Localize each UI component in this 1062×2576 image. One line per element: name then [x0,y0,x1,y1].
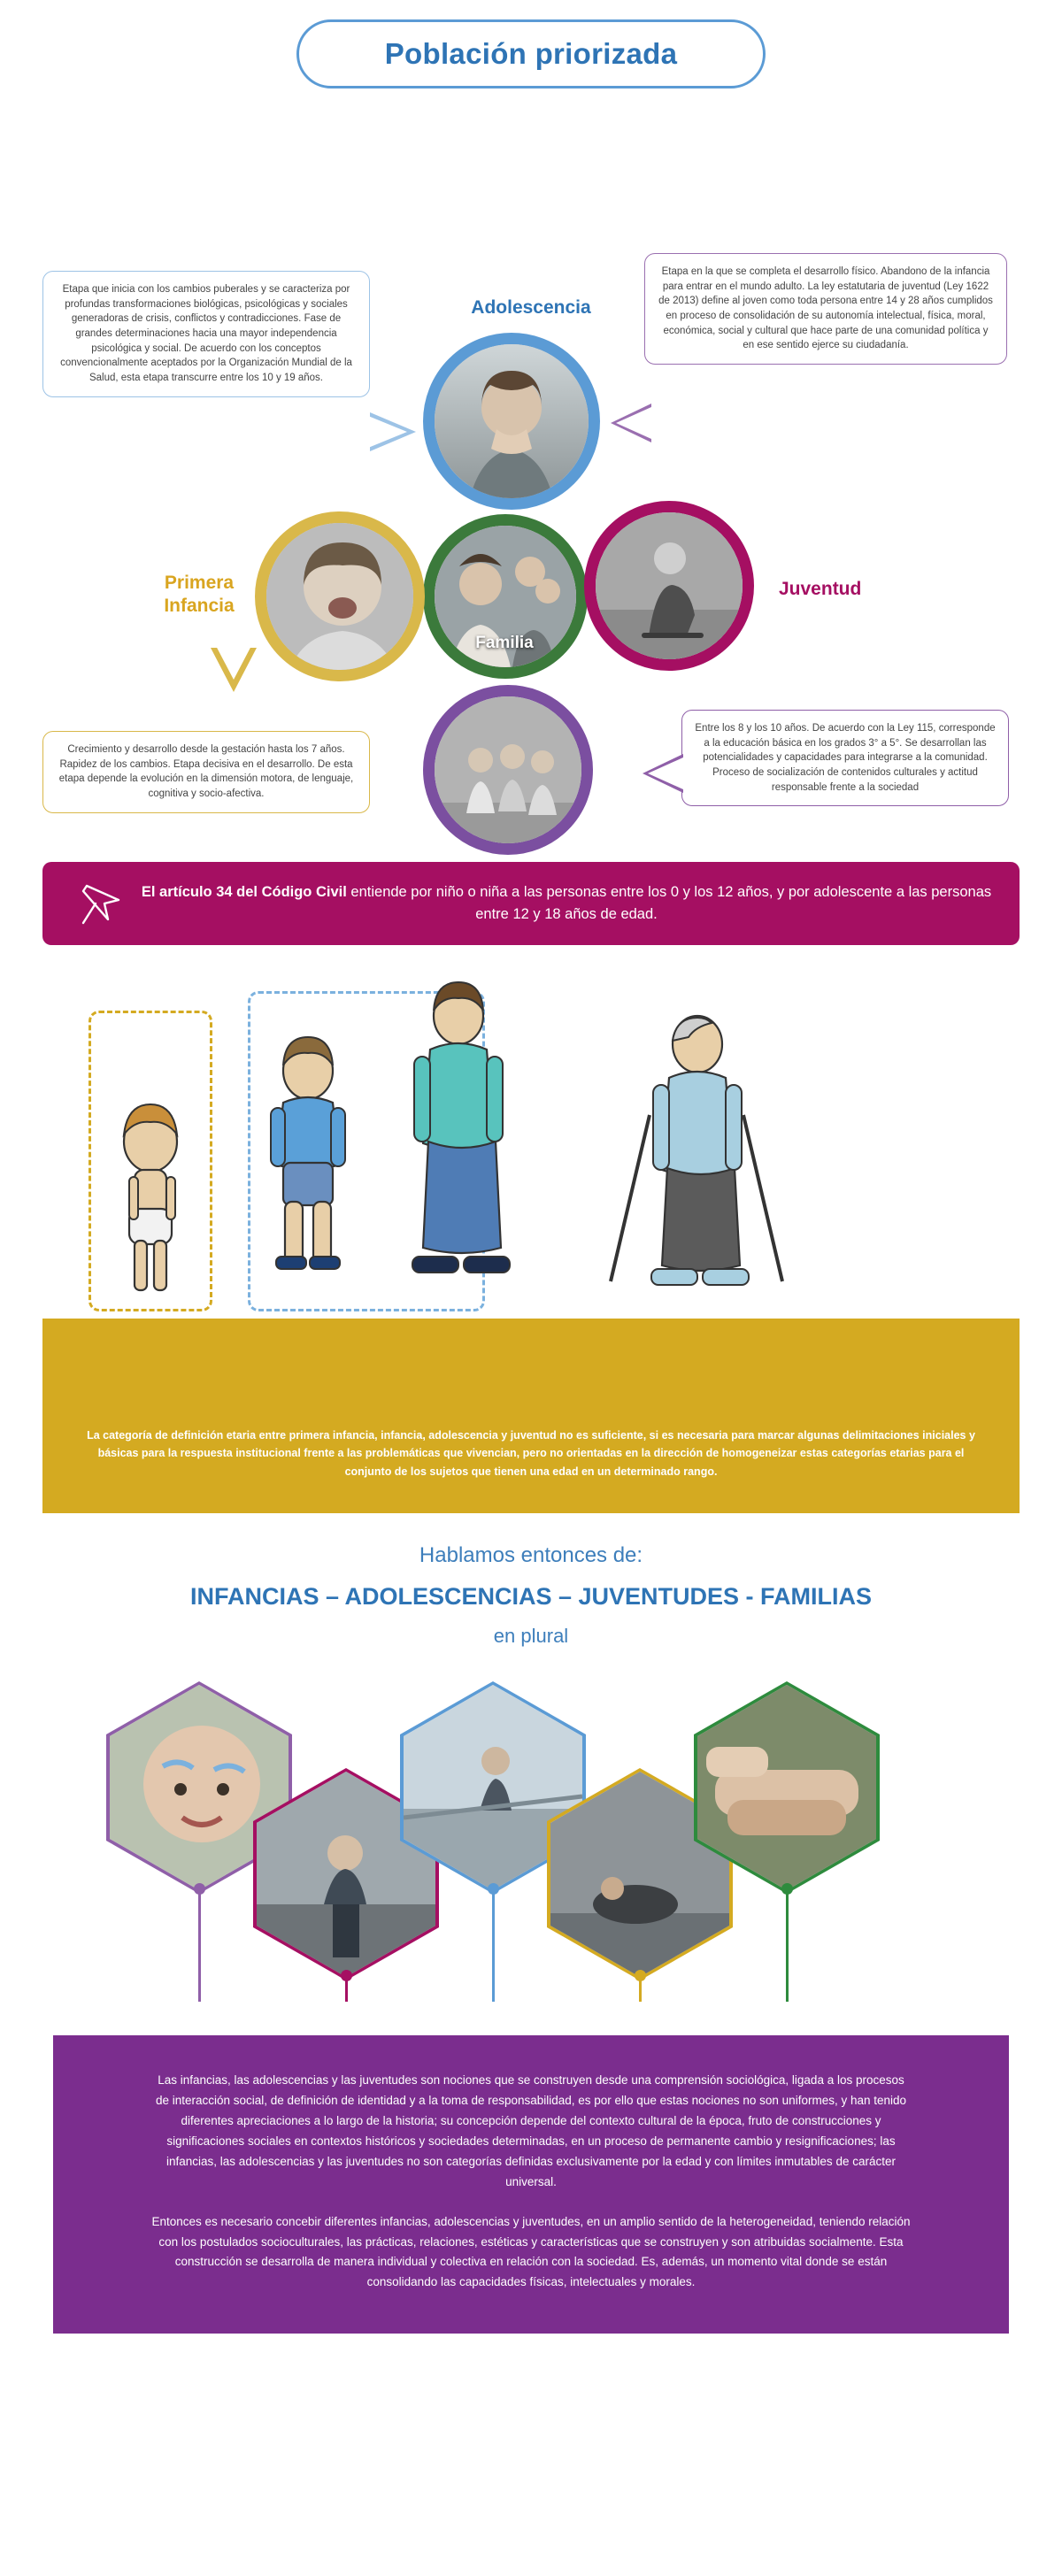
callout-adolescencia-pointer-inner [368,416,407,448]
photo-adolescencia [435,344,589,498]
photo-young-man-skate [596,512,743,659]
infographic-page [0,19,1062,2334]
dot-5 [781,1883,793,1895]
figure-teen [412,982,510,1273]
closing-paragraph-2: Entonces es necesario concebir diferentes infancias, adolescencias y juventudes, en un amplio sentido de la heterogeneidad, teniendo relación con los postulados socioculturales, las prácticas, relaciones, estéticas y características que se construyen y son atribuidas socialmente. Esta construcción se desarrolla de manera individual y colectiva en relación con la sociedad. Es, además, un momento vital donde se están consolidando las capacidades físicas, intelectuales y morales. [151,2214,911,2289]
figure-elder [611,1016,782,1285]
article-34-banner [42,862,1020,945]
callout-infancia: Entre los 8 y los 10 años. De acuerdo con la Ley 115, corresponde a la educación básica en los grados 3° a 5°. Se desarrollan las potencialidades y capacidades para integrarse a la comunidad. Proceso de socialización de contenidos culturales y actitud responsable frente a la sociedad [681,710,1009,806]
closing-text-block [53,2035,1009,2334]
stem-3 [492,1887,495,2002]
photo-juventud [596,512,743,659]
banner-rest-text: entiende por niño o niña a las personas entre los 0 y los 12 años, y por adolescente a las personas entre 12 y 18 años de edad. [346,884,992,922]
dot-4 [635,1970,646,1981]
banner-strong-text: El artículo 34 del Código Civil [141,884,347,900]
photo-infancia [435,696,581,843]
dot-1 [194,1883,205,1895]
photo-adolescente-girl [435,344,589,498]
hex-photo-row [0,1664,1062,2035]
label-primera-infancia [133,572,266,619]
page-title-text: Población priorizada [384,37,678,70]
callout-primera-infancia-arrow-inner [214,642,253,680]
callout-juventud: Etapa en la que se completa el desarrollo físico. Abandono de la infancia para entrar en el mundo adulto. La ley estatutaria de juventud (Ley 1622 de 2013) define al joven como toda persona entre 14 y 28 años cumplidos en proceso de consolidación de su autonomía intelectual, física, moral, económica, social y cultural que hace parte de una comunidad política y en ese sentido ejerce su ciudadanía. [644,253,1007,365]
figure-toddler [124,1104,177,1290]
plural-statement [0,1543,1062,1648]
closing-paragraph-1: Las infancias, las adolescencias y las juventudes son nociones que se construyen desde una comprensión sociológica, ligada a los procesos de interacción social, de definición de identidad y a la toma de responsabilidad, es por ello que estas nociones no son uniformes, y han tenido diferentes apreciaciones a lo largo de la historia; su concepción depende del contexto cultural de la época, fruto de construcciones y significaciones sociales en contextos históricos y sociedades determinadas, en un proceso de permanente cambio y resignificaciones; las infancias, las adolescencias y las juventudes no son categorías definidas exclusivamente por la edad y con límites inmutables de carácter universal. [155,2072,907,2188]
photo-children-group [435,696,581,843]
pin-icon [78,880,124,927]
label-familia: Familia [475,634,534,652]
stem-5 [786,1887,789,2002]
dot-2 [341,1970,352,1981]
photo-primera-infancia [266,523,413,670]
page-title [296,19,766,88]
figure-child [271,1037,345,1269]
callout-adolescencia: Etapa que inicia con los cambios puberales y se caracteriza por profundas transformaciones biológicas, psicológicas y sociales generadoras de crisis, conflictos y contradicciones. Fase de grandes determinaciones hacia una mayor independencia psicológica y social. De acuerdo con los conceptos convencionalmente aceptados por la Organización Mundial de la Salud, esta etapa transcurre entre los 10 y 19 años. [42,271,370,397]
label-primera-infancia-l2: Infancia [164,596,235,617]
plural-line-3: en plural [493,1624,569,1647]
callout-primera-infancia: Crecimiento y desarrollo desde la gestación hasta los 7 años. Rapidez de los cambios. Etapa decisiva en el desarrollo. De esta etapa depende la evolución en la dimensión motora, de lenguaje, cognitiva y socio-afectiva. [42,731,370,813]
callout-infancia-pointer-inner [648,757,683,789]
plural-line-1: Hablamos entonces de: [419,1542,643,1567]
ages-illustration [42,965,1020,1513]
label-adolescencia: Adolescencia [471,297,591,318]
plural-line-2: INFANCIAS – ADOLESCENCIAS – JUVENTUDES - FAMILIAS [189,1582,873,1610]
callout-juventud-pointer-inner [616,407,651,439]
label-primera-infancia-l1: Primera [164,573,235,593]
dot-3 [488,1883,499,1895]
ages-note: La categoría de definición etaria entre primera infancia, infancia, adolescencia y juventud no es suficiente, si es necesaria para marcar algunas delimitaciones iniciales y básicas para la respuesta institucional frente a las problemáticas que vivencian, pero no orientadas en la dirección de homogeneizar estas categorías etarias para el conjunto de los sujetos que tienen una edad en un determinado rango. [87,1428,975,1478]
stem-1 [198,1887,201,2002]
photo-laughing-child [266,523,413,670]
label-juventud: Juventud [779,579,862,599]
life-stages-diagram [0,111,1062,837]
